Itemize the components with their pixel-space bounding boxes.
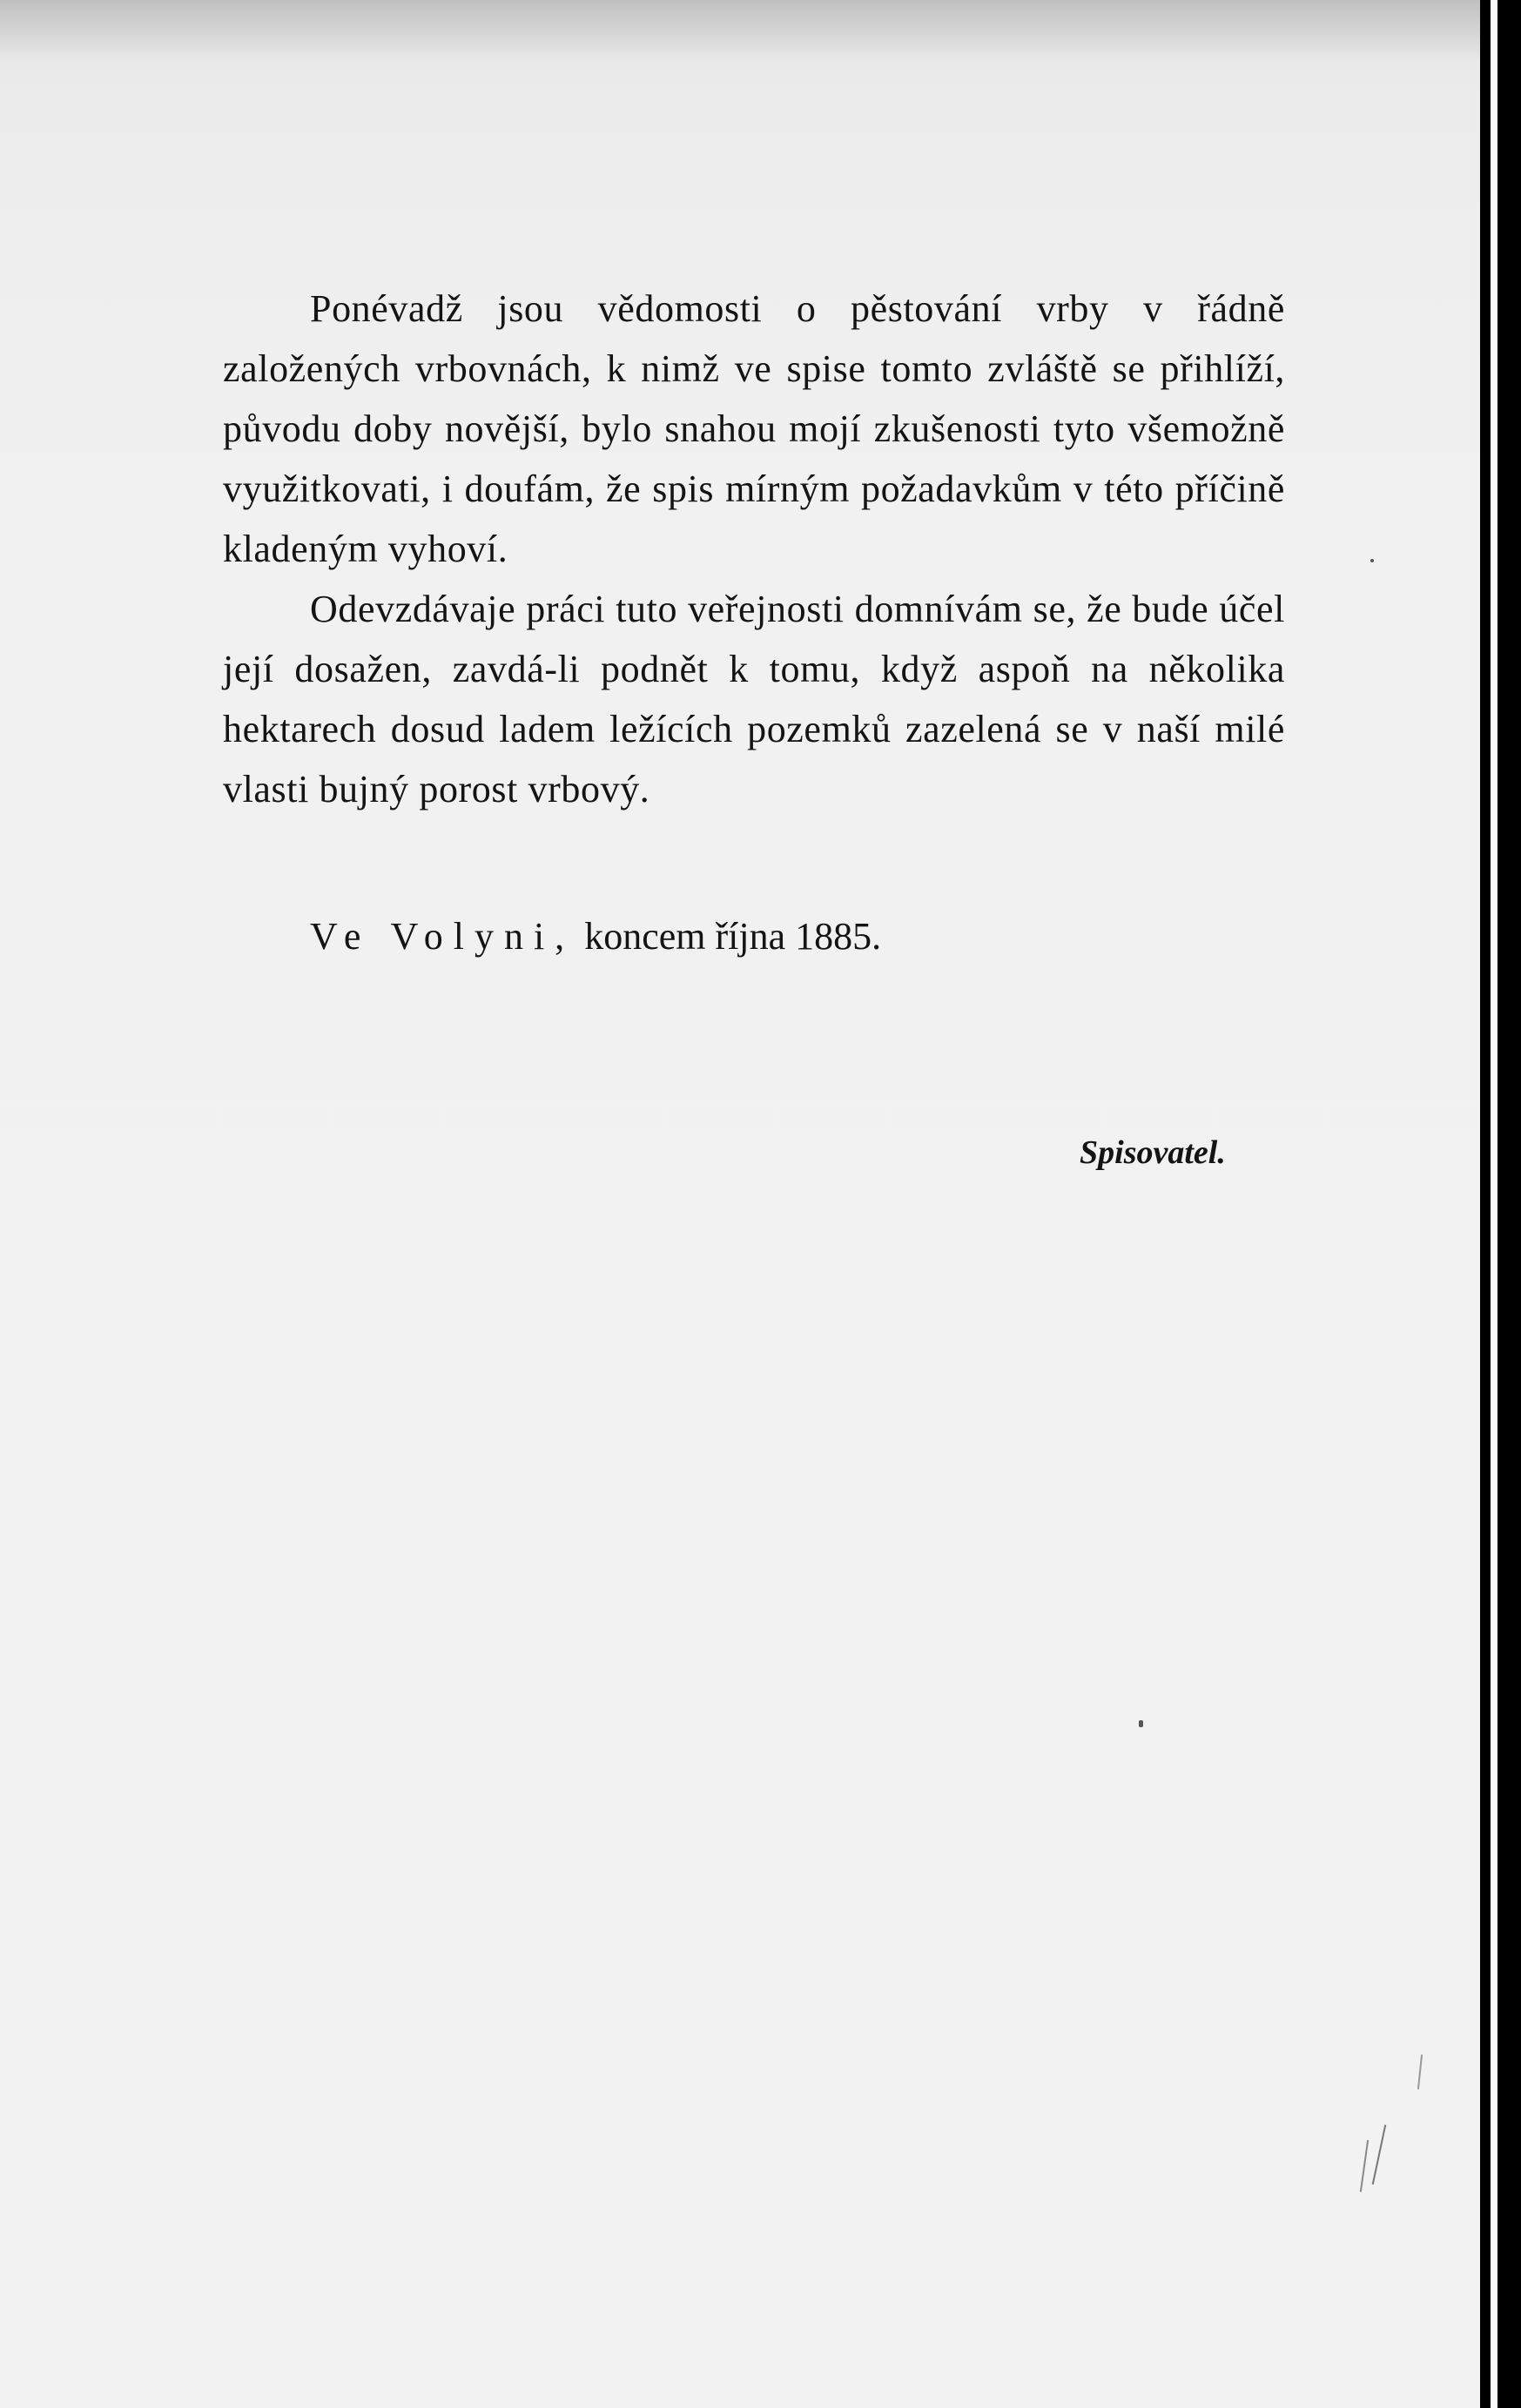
place-and-date — [310, 914, 881, 958]
signature: Spisovatel. — [1080, 1134, 1226, 1171]
scan-scratch — [1372, 2125, 1387, 2185]
preface-text — [223, 279, 1285, 819]
scan-speck — [1139, 1720, 1143, 1727]
scan-scratch — [1417, 2055, 1423, 2089]
scan-scratch — [1360, 2140, 1369, 2192]
scan-border — [1480, 0, 1521, 2408]
date-text: koncem října 1885. — [575, 915, 882, 958]
scan-speck — [1370, 559, 1374, 562]
place-name: Ve Volyni, — [310, 915, 575, 958]
page-edge-strip — [1491, 0, 1497, 2408]
paragraph-1: Ponévadž jsou vědomosti o pěstování vrby v řádně založených vrbovnách, k nimž ve spise tomto zvláště se přihlíží, původu doby novější, bylo snahou mojí zkušenosti tyto všemožně využitkovati, i doufám, že spis mírným požadavkům v této příčině kladeným vyhoví. — [223, 287, 1285, 570]
paragraph-2: Odevzdávaje práci tuto veřejnosti domnívám se, že bude účel její dosažen, zavdá-li podnět k tomu, když aspoň na několika hektarech dosud ladem ležících pozemků zazelená se v naší milé vlasti bujný porost vrbový. — [223, 588, 1285, 811]
